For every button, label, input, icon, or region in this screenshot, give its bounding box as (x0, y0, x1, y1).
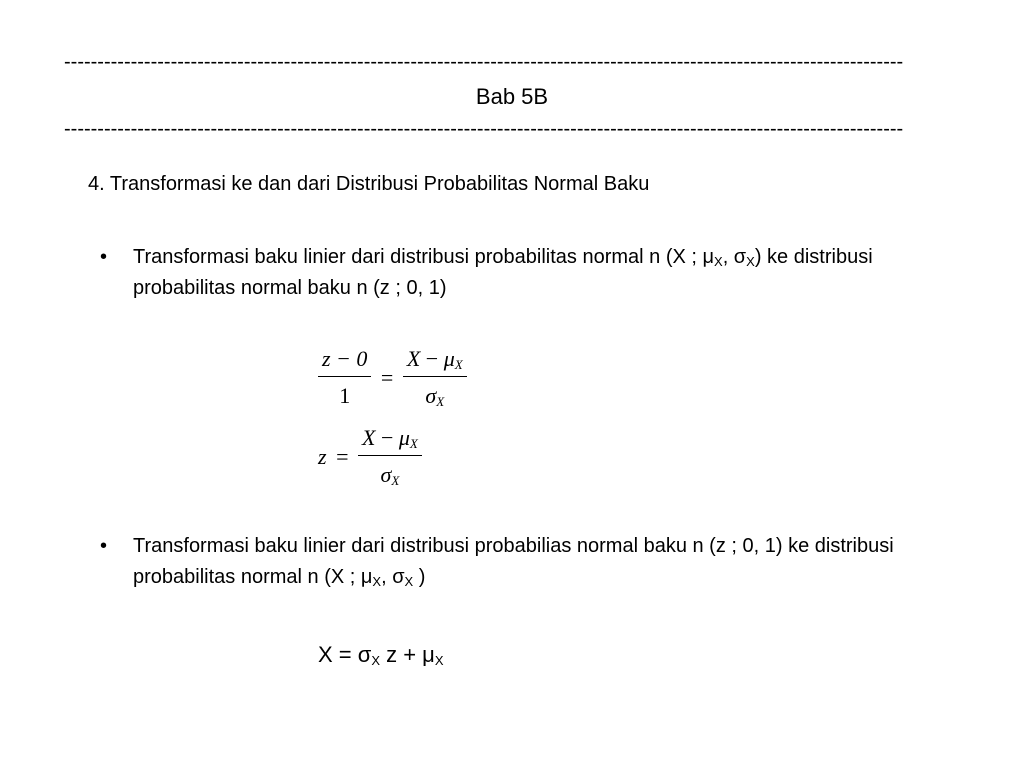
lhs-fraction (318, 346, 371, 409)
subscript: X (434, 653, 444, 668)
equals-sign: = (380, 364, 394, 390)
math-var: μ (443, 346, 455, 371)
minus-sign: − (375, 425, 399, 450)
math-var: μ (398, 425, 410, 450)
subscript: X (371, 653, 380, 668)
subscript: X (404, 574, 414, 589)
fraction-numerator (318, 346, 371, 377)
math-var: σ (380, 462, 392, 487)
bullet-text-part: ) (413, 566, 426, 588)
formula-part: z + μ (380, 642, 435, 667)
bullet-text (133, 242, 930, 304)
math-var: σ (425, 383, 437, 408)
subscript: X (746, 254, 755, 269)
equation-inverse-transform (318, 640, 444, 670)
subscript: X (436, 394, 445, 409)
bottom-dash-divider: ------------------------------------------------------------------------------------------------------------------------------ (64, 118, 904, 140)
minus-sign: − (420, 346, 444, 371)
math-var: z (318, 443, 327, 469)
bullet-text-part: Transformasi baku linier dari distribusi probabilitas normal n (X ; μ (133, 246, 715, 268)
equals-sign: = (336, 443, 349, 469)
fraction-denominator (381, 456, 400, 488)
subscript: X (391, 473, 400, 488)
bullet-text-part: ) ke distribusi probabilitas normal baku n (z ; 0, 1) (133, 246, 873, 299)
math-term: z − 0 (322, 346, 368, 371)
equation-z-score (318, 425, 422, 488)
formula-part: X = σ (318, 642, 372, 667)
subscript: X (409, 436, 418, 451)
section-heading: 4. Transformasi ke dan dari Distribusi Probabilitas Normal Baku (88, 173, 650, 195)
bullet-item-standardize (100, 242, 930, 304)
bullet-marker: • (100, 535, 108, 557)
bullet-text-part: , σ (722, 246, 747, 268)
slide-title: Bab 5B (475, 84, 549, 109)
bullet-text (133, 531, 930, 593)
fraction-numerator (403, 346, 467, 377)
subscript: X (372, 574, 382, 589)
subscript: X (454, 357, 463, 372)
rhs-fraction (403, 346, 467, 409)
top-dash-divider: ------------------------------------------------------------------------------------------------------------------------------ (64, 51, 904, 73)
equation-standardize-fraction (318, 346, 467, 409)
bullet-marker: • (100, 246, 108, 268)
bullet-item-destandardize (100, 531, 930, 593)
subscript: X (714, 254, 723, 269)
math-var: X (361, 425, 376, 450)
bullet-text-part: , σ (381, 566, 405, 588)
fraction-numerator (358, 425, 422, 456)
fraction-denominator: 1 (339, 383, 351, 408)
rhs-fraction (358, 425, 422, 488)
fraction-denominator (425, 377, 444, 409)
math-var: X (406, 346, 421, 371)
bullet-text-part: Transformasi baku linier dari distribusi probabilias normal baku n (z ; 0, 1) ke distribusi probabilitas normal n (X ; μ (133, 535, 894, 588)
